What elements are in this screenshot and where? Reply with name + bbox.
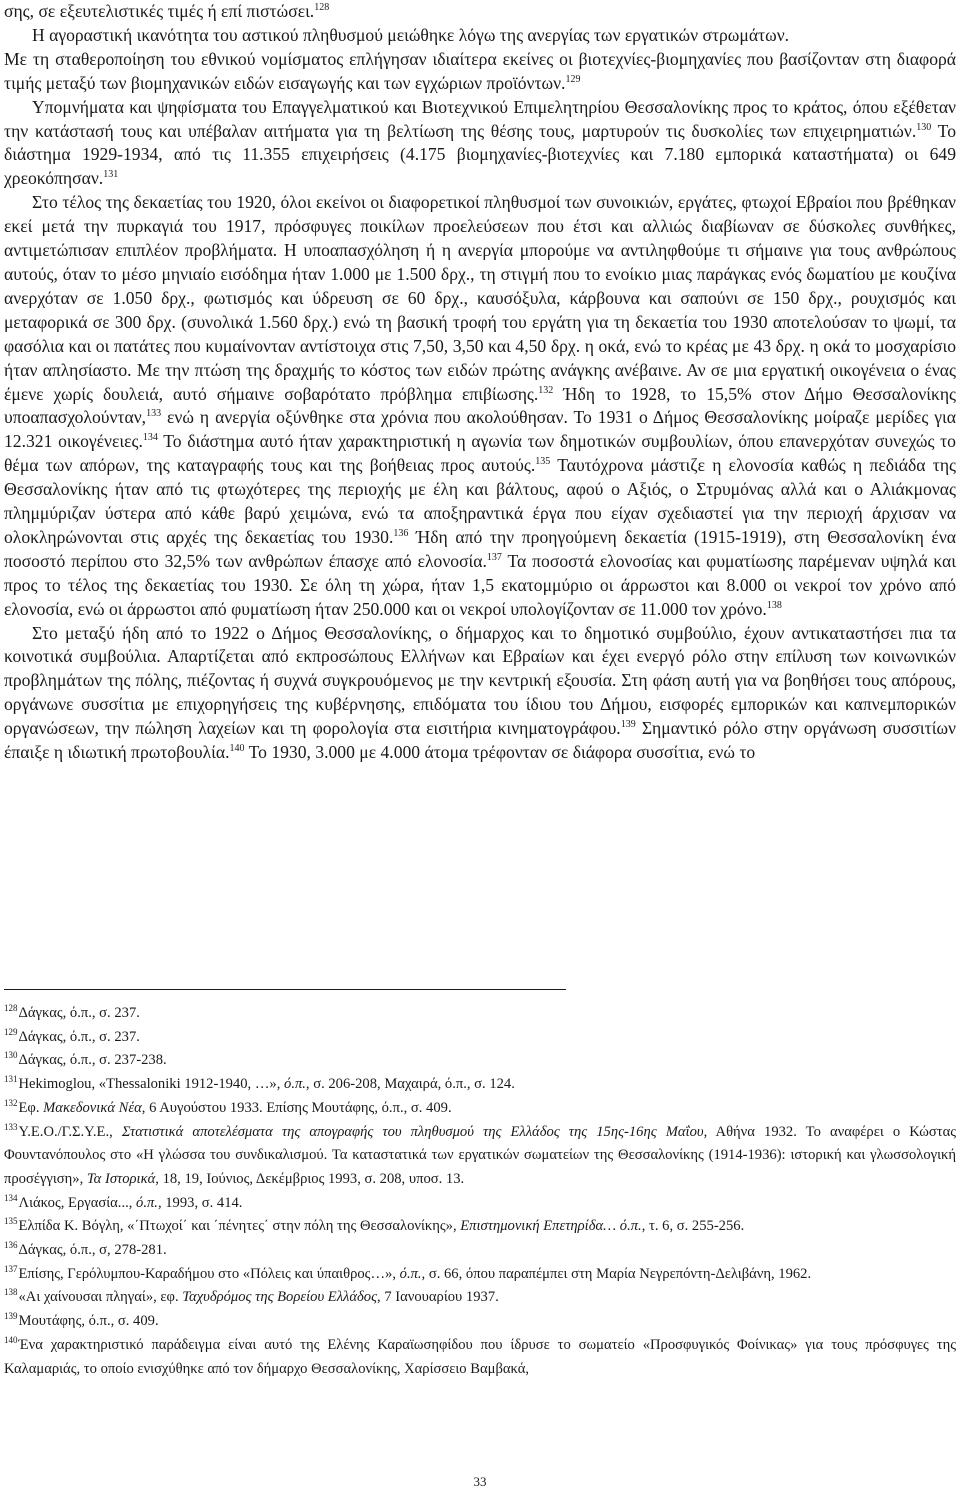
footnote: $^{134}$Λιάκος, Εργασία..., ό.π., 1993, σ. 414. <box>4 1192 243 1211</box>
footnote-ref: 132 <box>538 384 554 396</box>
footnote-number: 139 <box>4 1311 18 1322</box>
footnote-ref: 135 <box>535 456 551 468</box>
footnote-number: 136 <box>4 1240 18 1251</box>
footnote-ref: 134 <box>142 432 158 444</box>
footnote: $^{137}$Επίσης, Γερόλυμπου-Καραδήμου στο «Πόλεις και ύπαιθρος…», ό.π., σ. 66, όπου παραπέμπει στη Μαρία Νεγρεπόντη-Δελιβάνη, 1962. <box>4 1263 812 1282</box>
footnote-number: 131 <box>4 1074 18 1085</box>
footnote-ref: 133 <box>146 408 162 420</box>
page-number: 33 <box>473 1474 487 1489</box>
footnote: $^{131}$Hekimoglou, «Thessaloniki 1912-1940, …», ό.π., σ. 206-208, Μαχαιρά, ό.π., σ. 124. <box>4 1074 515 1093</box>
footnote: $^{139}$Μουτάφης, ό.π., σ. 409. <box>4 1311 159 1330</box>
footnote-number: 132 <box>4 1097 18 1108</box>
footnote: $^{140}$Ένα χαρακτηριστικό παράδειγμα είναι αυτό της Ελένης Καραϊωσηφίδου που ίδρυσε το σωματείο «Προσφυγικός Φοίνικας» για τους πρόσφυγες της Καλαμαριάς, το οποίο ενισχύθηκε από τον δήμαρχο Θεσσαλονίκης, Χαρίσσειο Βαμβακά, <box>4 1334 956 1377</box>
footnote-ref: 139 <box>620 719 636 731</box>
footnote: $^{129}$Δάγκας, ό.π., σ. 237. <box>4 1026 140 1045</box>
footnote-number: 138 <box>4 1287 18 1298</box>
footnote: $^{136}$Δάγκας, ό.π., σ, 278-281. <box>4 1240 167 1259</box>
body-text <box>4 0 956 765</box>
footnote-number: 128 <box>4 1003 18 1013</box>
footnote: $^{128}$Δάγκας, ό.π., σ. 237. <box>4 1003 140 1021</box>
paragraph: σης, σε εξευτελιστικές τιμές ή επί πιστώσει.$^{128}$ <box>4 1 330 21</box>
paragraph: Υπομνήματα και ψηφίσματα του Επαγγελματικού και Βιοτεχνικού Επιμελητηρίου Θεσσαλονίκης προς το κράτος, όπου εξέθεταν την κατάστασή τους και υπέβαλαν αιτήματα για τη βελτίωση της θέσης τους, μαρτυρούν τις δυσκολίες των επιχειρηματιών.$^{130}$ Το διάστημα 1929-1934, από τις 11.355 επιχειρήσεις (4.175 βιομηχανίες-βιοτεχνίες και 7.180 εμπορικά καταστήματα) οι 649 χρεοκόπησαν.$^{131}$ <box>4 96 956 189</box>
footnote-ref: 137 <box>486 551 502 563</box>
footnote: $^{133}$Υ.Ε.Ο./Γ.Σ.Υ.Ε., Στατιστικά αποτελέσματα της απογραφής του πληθυσμού της Ελλάδος της 15ης-16ης Μαΐου, Αθήνα 1932. Το αναφέρει ο Κώστας Φουντανόπουλος στο «Η γλώσσα του συνδικαλισμού. Τα καταστατικά των εργατικών σωματείων της Θεσσαλονίκης (1914-1936): ιστορική και γλωσσολογική προσέγγιση», Τα Ιστορικά, 18, 19, Ιούνιος, Δεκέμβριος 1993, σ. 208, υποσ. 13. <box>4 1121 956 1187</box>
footnote: $^{135}$Ελπίδα Κ. Βόγλη, «΄Πτωχοί΄ και ΄πένητες΄ στην πόλη της Θεσσαλονίκης», Επιστημονική Επετηρίδα… ό.π., τ. 6, σ. 255-256. <box>4 1216 745 1235</box>
footnote-ref: 128 <box>314 2 330 13</box>
footnote-ref: 131 <box>103 169 119 181</box>
footnote-number: 130 <box>4 1050 18 1061</box>
footnote-number: 137 <box>4 1263 18 1274</box>
paragraph: Στο μεταξύ ήδη από το 1922 ο Δήμος Θεσσαλονίκης, ο δήμαρχος και το δημοτικό συμβούλιο, έχουν αντικαταστήσει πια τα κοινοτικά συμβούλια. Απαρτίζεται από εκπροσώπους Ελλήνων και Εβραίων και έχει ενεργό ρόλο στην επίλυση των κοινωνικών προβλημάτων της πόλης, πιέζοντας ή συχνά συγκρουόμενος με την κεντρική εξουσία. Στη φάση αυτή για να βοηθήσει τους απόρους, οργάνωνε συσσίτια με επιχορηγήσεις της κυβέρνησης, επιδόματα του ίδιου του Δήμου, εισφορές εμπορικών και καπνεμπορικών οργανώσεων, την πώληση λαχείων και τη φορολογία στα εισιτήρια κινηματογράφου.$^{139}$ Σημαντικό ρόλο στην οργάνωση συσσιτίων έπαιξε η ιδιωτική πρωτοβουλία.$^{140}$ Το 1930, 3.000 με 4.000 άτομα τρέφονταν σε διάφορα συσσίτια, ενώ το <box>4 622 956 763</box>
footnote-ref: 138 <box>766 599 782 611</box>
footnote-number: 134 <box>4 1192 18 1203</box>
footnote: $^{132}$Εφ. Μακεδονικά Νέα, 6 Αυγούστου 1933. Επίσης Μουτάφης, ό.π., σ. 409. <box>4 1097 452 1116</box>
paragraph: Με τη σταθεροποίηση του εθνικού νομίσματος επλήγησαν ιδιαίτερα εκείνες οι βιοτεχνίες-βιομηχανίες που βασίζονταν στη διαφορά τιμής μεταξύ των βιομηχανικών ειδών εισαγωγής και των εγχώριων προϊόντων.$^{129}$ <box>4 48 956 93</box>
footnote-ref: 136 <box>393 527 409 539</box>
footnote-number: 140 <box>4 1334 18 1345</box>
footnote-ref: 130 <box>916 121 932 133</box>
paragraph: Η αγοραστική ικανότητα του αστικού πληθυσμού μειώθηκε λόγω της ανεργίας των εργατικών στρωμάτων. <box>32 24 790 45</box>
footnote-number: 135 <box>4 1216 18 1227</box>
footnote-ref: 129 <box>565 73 581 85</box>
paragraph: Στο τέλος της δεκαετίας του 1920, όλοι εκείνοι οι διαφορετικοί πληθυσμοί των συνοικιών, εργάτες, φτωχοί Εβραίοι που βρέθηκαν εκεί μετά την πυρκαγιά του 1917, πρόσφυγες ποικίλων προελεύσεων που έτσι και αλλιώς διαβίωναν σε δύσκολες συνθήκες, αντιμετώπισαν επιπλέον προβλήματα. Η υποαπασχόληση ή η ανεργία μπορούμε να αντιληφθούμε τι σήμαινε για τους ανθρώπους αυτούς, όταν το μέσο μηνιαίο εισόδημα ήταν 1.000 με 1.500 δρχ., τη στιγμή που το ενοίκιο μιας παράγκας ενός δωματίου με κουζίνα ανερχόταν σε 1.050 δρχ., φωτισμός και ύδρευση σε 60 δρχ., καυσόξυλα, κάρβουνα και σαπούνι σε 150 δρχ., ρουχισμός και μεταφορικά σε 300 δρχ. (συνολικά 1.560 δρχ.) ενώ τη βασική τροφή του εργάτη για τη δεκαετία του 1930 αποτελούσαν το ψωμί, τα φασόλια και οι πατάτες που κυμαίνονταν αντίστοιχα στις 7,50, 3,50 και 4,50 δρχ. η οκά, ενώ το κρέας με 43 δρχ. η οκά το μοσχαρίσιο ήταν απλησίαστο. Με την πτώση της δραχμής το κόστος των ειδών πρώτης ανάγκης ανέβαινε. Αν σε μια εργατική οικογένεια ο ένας έμενε χωρίς δουλειά, αυτό σήμαινε σοβαρότατο πρόβλημα επιβίωσης.$^{132}$ Ήδη το 1928, το 15,5% στον Δήμο Θεσσαλονίκης υποαπασχολούνταν,$^{133}$ ενώ η ανεργία οξύνθηκε στα χρόνια που ακολούθησαν. Το 1931 ο Δήμος Θεσσαλονίκης μοίραζε μερίδες για 12.321 οικογένειες.$^{134}$ Το διάστημα αυτό ήταν χαρακτηριστική η αγωνία των δημοτικών συμβουλίων, όπου επανερχόταν συνεχώς το θέμα των απόρων, της καταγραφής τους και της βοήθειας προς αυτούς.$^{135}$ Ταυτόχρονα μάστιζε η ελονοσία καθώς η πεδιάδα της Θεσσαλονίκης ήταν από τις φτωχότερες της περιοχής με έλη και βάλτους, αφού ο Αξιός, ο Στρυμόνας αλλά και ο Αλιάκμονας πλημμύριζαν ύστερα από κάθε βαρύ χειμώνα, ενώ τα αποξηραντικά έργα που είχαν σχεδιαστεί για την περιοχή άρχισαν να ολοκληρώνονται στις αρχές της δεκαετίας του 1930.$^{136}$ Ήδη από την προηγούμενη δεκαετία (1915-1919), στη Θεσσαλονίκη ένα ποσοστό περίπου στο 32,5% των ανθρώπων έπασχε από ελονοσία.$^{137}$ Τα ποσοστά ελονοσίας και φυματίωσης παρέμεναν υψηλά και προς το τέλος της δεκαετίας του 1930. Σε όλη τη χώρα, ήταν 1,5 εκατομμύριο οι άρρωστοι και 8.000 οι νεκροί τον χρόνο από ελονοσία, ενώ οι άρρωστοι από φυματίωση ήταν 250.000 και οι νεκροί υπολογίζονταν σε 11.000 τον χρόνο.$^{138}$ <box>4 192 956 619</box>
footnote-number: 133 <box>4 1121 18 1132</box>
footnote-separator <box>4 989 566 990</box>
footnote-number: 129 <box>4 1026 18 1037</box>
footnote: $^{138}$«Αι χαίνουσαι πληγαί», εφ. Ταχυδρόμος της Βορείου Ελλάδος, 7 Ιανουαρίου 1937. <box>4 1287 499 1306</box>
footnote: $^{130}$Δάγκας, ό.π., σ. 237-238. <box>4 1050 167 1069</box>
footnote-ref: 140 <box>229 743 245 755</box>
footnotes <box>4 1002 956 1381</box>
